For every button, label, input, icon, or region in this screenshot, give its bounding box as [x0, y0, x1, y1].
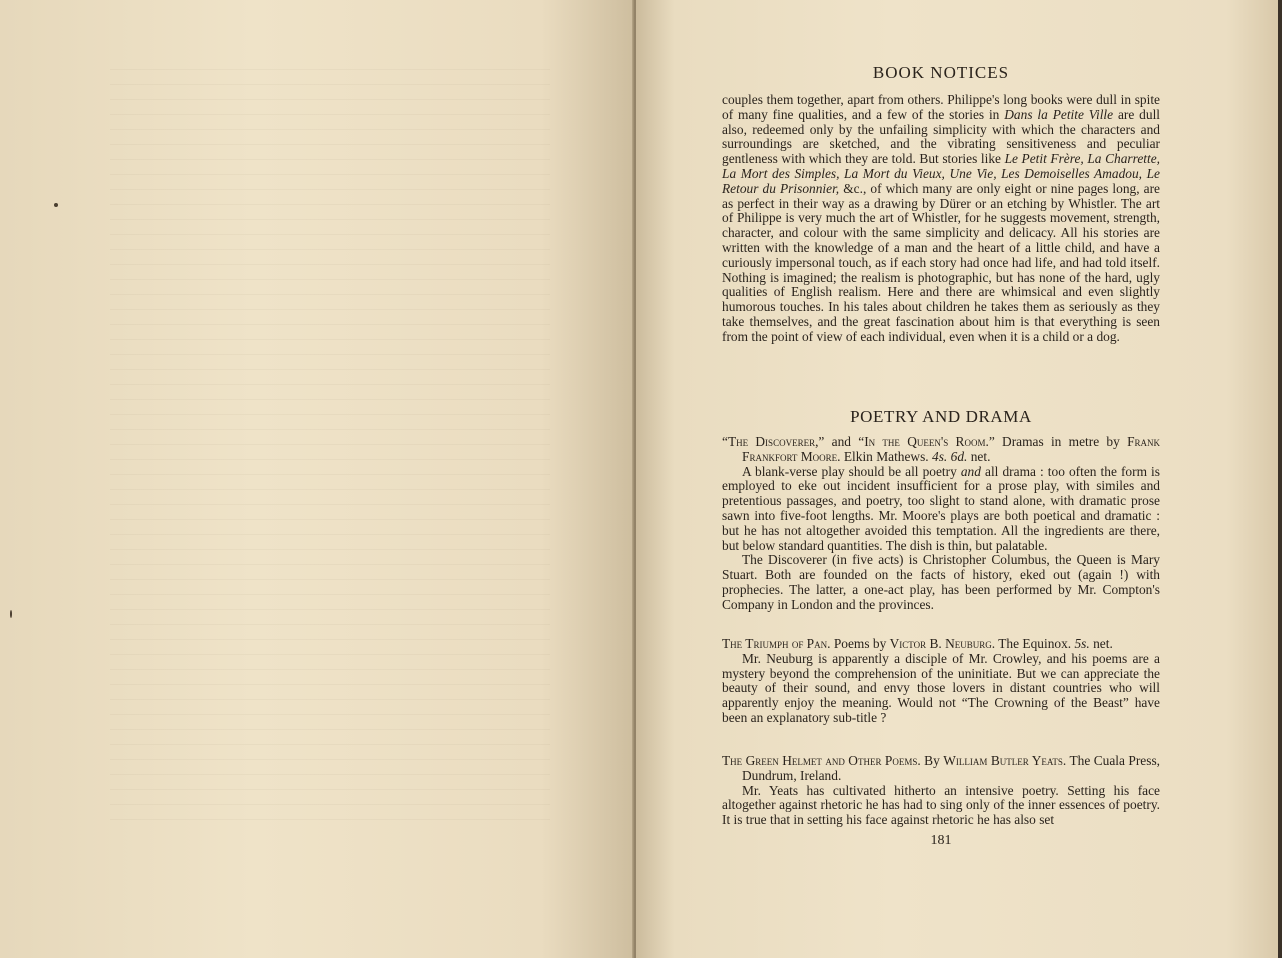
entry-heading: [722, 754, 1160, 784]
intro-paragraph: [722, 93, 1160, 345]
entry-heading: [722, 435, 1160, 465]
text-run: By: [920, 753, 944, 768]
intro-text: [722, 93, 1160, 345]
italic-text: Dans la Petite Ville: [1004, 106, 1114, 122]
text-run: Elkin Mathews.: [840, 448, 933, 464]
text-run: The Equinox.: [995, 636, 1075, 651]
paper-speck: [10, 610, 12, 618]
text-run: A blank-verse play should be all poetry: [742, 463, 961, 479]
small-caps-text: Victor B. Neuburg.: [889, 636, 996, 651]
text-run: are dull also, redeemed only by the unfailing simplicity with which the characters and surroundings are sketched, and the vibrating sensitiveness and peculiar gentleness with which they are told. But stories like: [722, 106, 1161, 167]
text-run: Mr. Neuburg is apparently a disciple of Mr. Crowley, and his poems are a mystery beyond the comprehension of the uninitiate. But we can appreciate the beauty of their sound, and envy those lovers in distant countries who will apparently enjoy the meaning. Would not “The Crowning of the Beast” have been an explanatory sub-title ?: [722, 650, 1160, 725]
running-head: BOOK NOTICES: [872, 63, 1010, 82]
italic-text: 5s.: [1074, 636, 1090, 651]
text-run: Mr. Yeats has cultivated hitherto an intensive poetry. Setting his face altogether against rhetoric he has had to sing only of the inner essences of poetry. It is true that in setting his face against rhetoric he has also set: [722, 782, 1160, 828]
small-caps-text: Frank Frankfort Moore.: [742, 434, 1161, 464]
text-run: and: [824, 434, 859, 449]
entry-paragraph: [722, 553, 1160, 612]
entry-heading: [722, 637, 1160, 652]
page-number: 181: [930, 833, 952, 848]
italic-text: Le Petit Frère, La Charrette, La Mort des Simples, La Mort du Vieux, Une Vie, Les Demoiselles Amadou, Le Retour du Prisonnier,: [722, 151, 1160, 196]
text-run: net.: [967, 448, 991, 464]
small-caps-text: The Green Helmet and Other Poems.: [722, 753, 921, 768]
text-run: &c., of which many are only eight or nine pages long, are as perfect in their way as a drawing by Dürer or an etching by Whistler. The art of Philippe is very much the art of Whistler, for he suggests movement, strength, character, and colour with the same simplicity and delicacy. All his stories are written with the knowledge of a man and the heart of a little child, and have a curiously impersonal touch, as if each story had once had life, and had told itself. Nothing is imagined; the realism is photographic, but has none of the hard, ugly qualities of English realism. Here and there are whimsical and even slightly humorous touches. In his tales about children he takes them as seriously as they take themselves, and the great fascination about him is that everything is seen from the point of view of each individual, even when it is a child or a dog.: [722, 180, 1160, 344]
entry-paragraph: [722, 652, 1160, 726]
section-title: POETRY AND DRAMA: [850, 407, 1032, 426]
text-run: net.: [1089, 636, 1113, 651]
entry-paragraph: [722, 784, 1160, 828]
italic-text: and: [960, 463, 981, 479]
left-page-blank: [0, 0, 636, 958]
text-run: The Cuala Press, Dundrum, Ireland.: [742, 753, 1161, 783]
text-run: Dramas in metre by: [994, 434, 1128, 449]
review-entry-discoverer: [722, 435, 1160, 613]
text-run: all drama : too often the form is employed to eke out incident insufficient for a prose play, with similes and pretentious passages, and poetry, too slight to stand alone, with dramatic prose sawn into five-foot lengths. Mr. Moore's plays are both poetical and dramatic : but he has not altogether avoided this temptation. All the ingredients are there, but below standard quantities. The dish is thin, but palatable.: [722, 463, 1160, 553]
paper-speck: [54, 203, 58, 207]
text-run: couples them together, apart from others. Philippe's long books were dull in spite of many fine qualities, and a few of the stories in: [722, 92, 1160, 122]
show-through-text: [110, 60, 550, 820]
entry-paragraph: [722, 465, 1160, 554]
small-caps-text: “The Discoverer,”: [722, 434, 825, 449]
small-caps-text: William Butler Yeats.: [943, 753, 1067, 768]
small-caps-text: The Triumph of Pan.: [722, 636, 831, 651]
text-run: The Discoverer (in five acts) is Christopher Columbus, the Queen is Mary Stuart. Both are founded on the facts of history, eked out (again !) with prophecies. The latter, a one-act play, has been performed by Mr. Compton's Company in London and the provinces.: [722, 552, 1160, 612]
review-entry-green-helmet: [722, 754, 1160, 828]
review-entry-triumph-of-pan: [722, 637, 1160, 726]
text-run: Poems by: [830, 636, 890, 651]
small-caps-text: “In the Queen's Room.”: [858, 434, 995, 449]
italic-text: 4s. 6d.: [932, 448, 968, 464]
